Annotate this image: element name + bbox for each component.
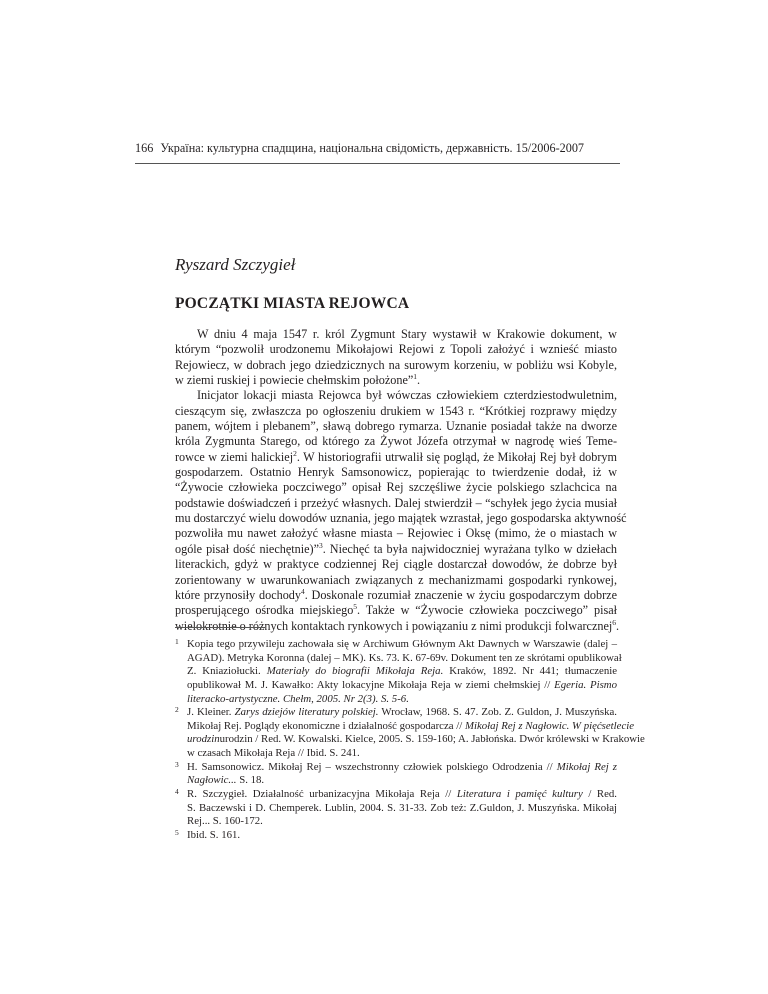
body-line: wielokrotnie o różnych kontaktach rynkowych i powiązaniu z nimi produkcji folwarcznej$^6$. bbox=[175, 617, 620, 633]
footnote: 4 R. Szczygieł. Działalność urbanizacyjna Mikołaja Reja // Literatura i pamięć kultury / Red. S. Baczewski i D. Chemperek. Lublin, 2004. S. 31-33. Zob też: Z.Guldon, J. Muszyńska. Mikołaj Rej... S. 160-172. bbox=[175, 787, 617, 828]
body-line: rowce w ziemi halickiej$^2$. W historiografii utrwalił się pogląd, że Mikołaj Rej był dobrym bbox=[175, 448, 617, 464]
footnote-number: 2 bbox=[175, 705, 179, 715]
body-line: cieszącym się, zwłaszcza po ogłoszeniu drukiem w 1543 r. “Krótkiej rozprawy między bbox=[175, 403, 617, 418]
footnote: 2 J. Kleiner. Zarys dziejów literatury polskiej. Wrocław, 1968. S. 47. Zob. Z. Guldon, J. Muszyńska. Mikołaj Rej. Poglądy ekonomiczne i działalność gospodarcza // Mikołaj Rej z Nagłowic. W pięćsetlecie urodzinurodzin / Red. W. Kowalski. Kielce, 2005. S. 159-160; A. Jabłońska. Dwór królewski w Krakowie w czasach Mikołaja Reja // Ibid. S. 241. bbox=[175, 705, 645, 760]
body-line: którym “pozwolił urodzonemu Mikołajowi Rejowi z Topoli założyć i wznieść miasto bbox=[175, 342, 617, 357]
footnote-ref: 2 bbox=[293, 448, 297, 458]
body-line: króla Zygmunta Starego, od którego za Żywot Józefa otrzymał w nagrodę wieś Teme- bbox=[175, 434, 617, 449]
body-line: które przynosiły dochody$^4$. Doskonale rozumiał znaczenie w życiu gospodarczym dobrze bbox=[175, 586, 617, 602]
article-author: Ryszard Szczygieł bbox=[175, 255, 296, 274]
footnote-number: 1 bbox=[175, 637, 179, 646]
body-line: ogóle pisał dość niechętnie)”$^3$. Niechęć ta była najwidoczniej wyrażana tylko w dziełach bbox=[175, 540, 617, 556]
body-line: literackich, gdyż w praktyce codziennej Rej ciągle dostarczał dowodów, że dobrze był bbox=[175, 557, 617, 572]
footnote: 3 H. Samsonowicz. Mikołaj Rej – wszechstronny człowiek polskiego Odrodzenia // Mikołaj Rej z Nagłowic... S. 18. bbox=[175, 759, 618, 787]
body-line: zorientowany w uwarunkowaniach związanych z mechanizmami gospodarki rynkowej, bbox=[175, 572, 617, 587]
body-line: gospodarzem. Ostatnio Henryk Samsonowicz, popierając to twierdzenie dodał, iż w bbox=[175, 465, 617, 480]
body-line: Rejowiecz, w dobrach jego dziedzicznych na surowym korzeniu, w pobliżu wsi Kobyle, bbox=[175, 357, 617, 372]
page-number: 166 bbox=[135, 141, 154, 155]
body-line: prosperującego ośrodka miejskiego$^5$. Także w “Żywocie człowieka poczciwego” pisał bbox=[175, 602, 617, 618]
running-title: Україна: культурна спадщина, національна свідомість, державність. 15/2006-2007 bbox=[160, 141, 585, 155]
footnote-ref: 4 bbox=[300, 586, 305, 596]
running-header bbox=[135, 140, 620, 156]
footnote-number: 5 bbox=[175, 827, 179, 837]
footnotes bbox=[175, 637, 645, 843]
body-line: mu dostarczyć wielu dowodów uznania, jego majątek wzrastał, jego gospodarska aktywność bbox=[175, 511, 627, 526]
body-line: podstawie doświadczeń i przeżyć własnych. Dalej stwierdził – “schyłek jego życia musiał bbox=[175, 495, 617, 510]
body-line: W dniu 4 maja 1547 r. król Zygmunt Stary wystawił w Krakowie dokument, w bbox=[197, 327, 617, 341]
footnote: 5 Ibid. S. 161. bbox=[175, 827, 241, 841]
footnote-ref: 1 bbox=[413, 371, 418, 381]
footnote-ref: 3 bbox=[318, 540, 323, 550]
body-line: w ziemi ruskiej i powiecie chełmskim położone”$^1$. bbox=[175, 371, 421, 388]
body-line: Inicjator lokacji miasta Rejowca był wówczas człowiekiem czterdziestodwuletnim, bbox=[197, 388, 617, 403]
article-body bbox=[175, 327, 627, 634]
footnote: 1 Kopia tego przywileju zachowała się w Archiwum Głównym Akt Dawnych w Warszawie (dalej – AGAD). Metryka Koronna (dalej – MK). Ks. 73. K. 67-69v. Dokument ten ze skrótami opublikował Z. Kniaziołucki. Materiały do biografii Mikołaja Reja. Kraków, 1892. Nr 441; tłumaczenie opublikował M. J. Kawałko: Akty lokacyjne Mikołaja Reja w ziemi chełmskiej // Egeria. Pismo literacko-artystyczne. Chełm, 2005. Nr 2(3). S. 5-6. bbox=[175, 637, 622, 705]
footnote-divider bbox=[175, 627, 265, 628]
footnote-ref: 6 bbox=[612, 617, 617, 627]
body-line: panem, wójtem i plebanem”, sławą dobrego rymarza. Uznanie posiadał także na dworze bbox=[175, 419, 617, 434]
footnote-ref: 5 bbox=[353, 602, 358, 612]
body-line: “Żywocie człowieka poczciwego” opisał Rej szczęśliwe życie polskiego szlachcica na bbox=[175, 480, 617, 495]
header-divider bbox=[135, 163, 620, 164]
body-line: pozwoliła mu nawet założyć własne miasta – Rejowiec i Oksę (mimo, że o miastach w bbox=[175, 526, 617, 541]
footnote-number: 3 bbox=[175, 759, 179, 769]
article-title: POCZĄTKI MIASTA REJOWCA bbox=[175, 295, 410, 312]
footnote-number: 4 bbox=[175, 787, 179, 797]
